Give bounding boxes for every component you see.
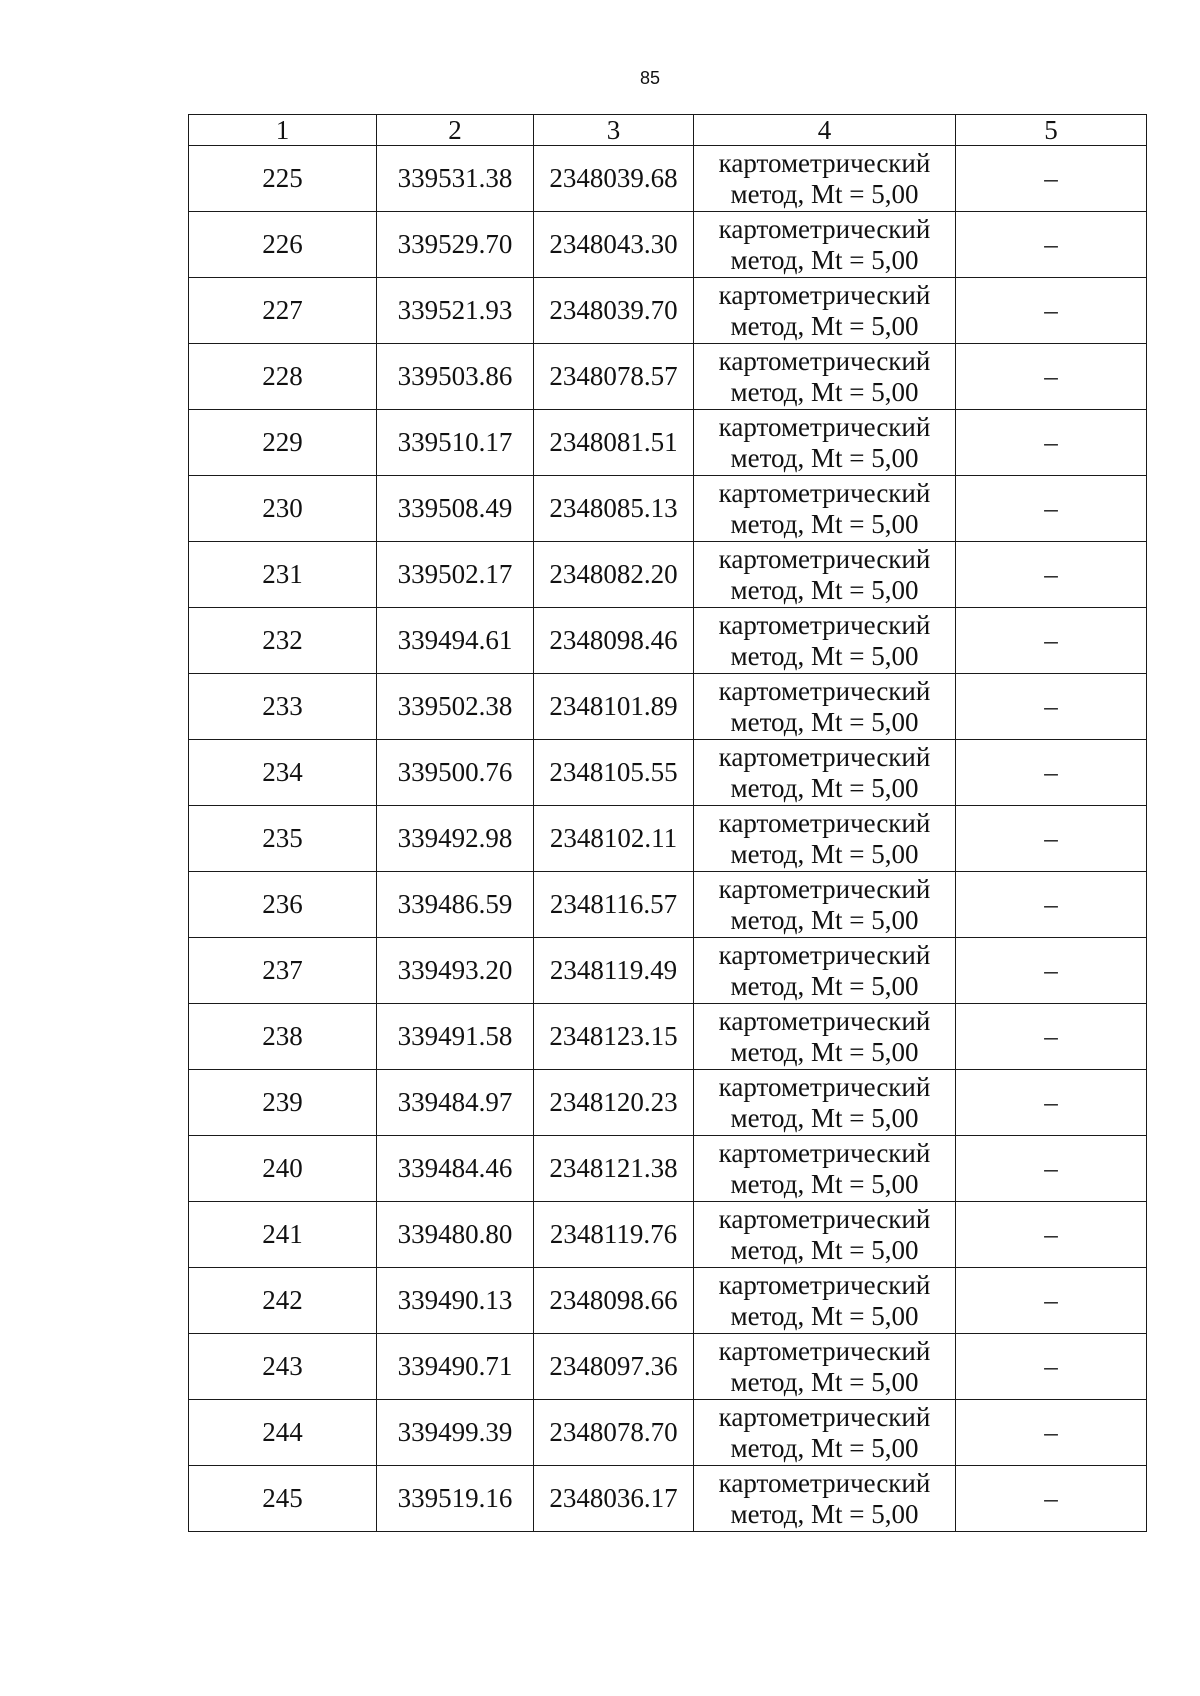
method-cell [694,1202,956,1268]
point-number-cell: 231 [189,542,377,608]
method-line-1: картометрический [718,213,931,244]
point-number-cell: 232 [189,608,377,674]
y-coordinate-cell: 2348098.46 [534,608,694,674]
y-coordinate-cell: 2348085.13 [534,476,694,542]
header-row [189,115,1147,146]
point-number-cell: 236 [189,872,377,938]
y-coordinate-cell: 2348101.89 [534,674,694,740]
x-coordinate-cell: 339486.59 [377,872,534,938]
method-line-1: картометрический [718,939,931,970]
table-row [189,1466,1147,1532]
x-coordinate-cell: 339510.17 [377,410,534,476]
table-row [189,410,1147,476]
method-line-1: картометрический [718,609,931,640]
table-row [189,212,1147,278]
y-coordinate-cell: 2348036.17 [534,1466,694,1532]
point-number-cell: 228 [189,344,377,410]
method-line-1: картометрический [718,147,931,178]
table-row [189,1070,1147,1136]
method-line-1: картометрический [718,1269,931,1300]
table-row [189,1400,1147,1466]
method-line-2: метод, Mt = 5,00 [730,1300,919,1331]
x-coordinate-cell: 339508.49 [377,476,534,542]
x-coordinate-cell: 339484.46 [377,1136,534,1202]
x-coordinate-cell: 339490.71 [377,1334,534,1400]
method-line-2: метод, Mt = 5,00 [730,178,919,209]
method-line-2: метод, Mt = 5,00 [730,574,919,605]
note-cell: – [956,872,1147,938]
page-number-container [0,68,1200,89]
note-cell: – [956,740,1147,806]
method-cell [694,608,956,674]
method-cell [694,1334,956,1400]
method-line-2: метод, Mt = 5,00 [730,442,919,473]
method-cell [694,476,956,542]
point-number-cell: 237 [189,938,377,1004]
method-cell [694,1004,956,1070]
method-line-1: картометрический [718,543,931,574]
method-cell [694,1136,956,1202]
method-line-1: картометрический [718,279,931,310]
note-cell: – [956,1202,1147,1268]
note-cell: – [956,278,1147,344]
method-cell [694,938,956,1004]
method-cell [694,1268,956,1334]
x-coordinate-cell: 339500.76 [377,740,534,806]
method-line-2: метод, Mt = 5,00 [730,1432,919,1463]
note-cell: – [956,674,1147,740]
method-cell [694,872,956,938]
note-cell: – [956,1268,1147,1334]
x-coordinate-cell: 339521.93 [377,278,534,344]
method-line-2: метод, Mt = 5,00 [730,1366,919,1397]
table-row [189,740,1147,806]
table-row [189,1334,1147,1400]
header-col-2: 2 [377,115,534,146]
note-cell: – [956,410,1147,476]
y-coordinate-cell: 2348078.70 [534,1400,694,1466]
y-coordinate-cell: 2348039.68 [534,146,694,212]
y-coordinate-cell: 2348078.57 [534,344,694,410]
method-line-2: метод, Mt = 5,00 [730,838,919,869]
method-line-2: метод, Mt = 5,00 [730,1498,919,1529]
point-number-cell: 227 [189,278,377,344]
table-row [189,1202,1147,1268]
table-row [189,608,1147,674]
y-coordinate-cell: 2348105.55 [534,740,694,806]
point-number-cell: 235 [189,806,377,872]
x-coordinate-cell: 339484.97 [377,1070,534,1136]
y-coordinate-cell: 2348119.49 [534,938,694,1004]
point-number-cell: 242 [189,1268,377,1334]
table-row [189,146,1147,212]
note-cell: – [956,476,1147,542]
x-coordinate-cell: 339499.39 [377,1400,534,1466]
method-line-1: картометрический [718,1137,931,1168]
table-row [189,1004,1147,1070]
method-line-1: картометрический [718,1401,931,1432]
method-line-1: картометрический [718,741,931,772]
point-number-cell: 233 [189,674,377,740]
method-cell [694,278,956,344]
y-coordinate-cell: 2348102.11 [534,806,694,872]
method-line-1: картометрический [718,1467,931,1498]
method-line-2: метод, Mt = 5,00 [730,706,919,737]
method-line-2: метод, Mt = 5,00 [730,376,919,407]
method-line-2: метод, Mt = 5,00 [730,310,919,341]
y-coordinate-cell: 2348082.20 [534,542,694,608]
method-line-2: метод, Mt = 5,00 [730,640,919,671]
method-line-2: метод, Mt = 5,00 [730,508,919,539]
coordinates-table [188,114,1147,1532]
y-coordinate-cell: 2348123.15 [534,1004,694,1070]
note-cell: – [956,1400,1147,1466]
y-coordinate-cell: 2348039.70 [534,278,694,344]
point-number-cell: 241 [189,1202,377,1268]
method-cell [694,410,956,476]
page-number: 85 [639,68,661,88]
y-coordinate-cell: 2348116.57 [534,872,694,938]
method-line-2: метод, Mt = 5,00 [730,904,919,935]
method-line-2: метод, Mt = 5,00 [730,1168,919,1199]
note-cell: – [956,212,1147,278]
note-cell: – [956,608,1147,674]
y-coordinate-cell: 2348097.36 [534,1334,694,1400]
x-coordinate-cell: 339494.61 [377,608,534,674]
table-row [189,938,1147,1004]
method-cell [694,1070,956,1136]
table-row [189,1136,1147,1202]
x-coordinate-cell: 339502.38 [377,674,534,740]
method-line-1: картометрический [718,1071,931,1102]
point-number-cell: 243 [189,1334,377,1400]
point-number-cell: 239 [189,1070,377,1136]
method-line-1: картометрический [718,873,931,904]
method-line-2: метод, Mt = 5,00 [730,1036,919,1067]
table-row [189,542,1147,608]
method-cell [694,1400,956,1466]
method-line-1: картометрический [718,411,931,442]
table-header [189,115,1147,146]
method-line-2: метод, Mt = 5,00 [730,1102,919,1133]
point-number-cell: 230 [189,476,377,542]
y-coordinate-cell: 2348081.51 [534,410,694,476]
note-cell: – [956,1466,1147,1532]
x-coordinate-cell: 339493.20 [377,938,534,1004]
method-line-1: картометрический [718,345,931,376]
method-cell [694,740,956,806]
x-coordinate-cell: 339480.80 [377,1202,534,1268]
method-line-1: картометрический [718,1203,931,1234]
header-col-5: 5 [956,115,1147,146]
method-line-2: метод, Mt = 5,00 [730,244,919,275]
x-coordinate-cell: 339492.98 [377,806,534,872]
method-cell [694,146,956,212]
x-coordinate-cell: 339490.13 [377,1268,534,1334]
note-cell: – [956,1136,1147,1202]
point-number-cell: 229 [189,410,377,476]
method-line-2: метод, Mt = 5,00 [730,1234,919,1265]
method-cell [694,344,956,410]
point-number-cell: 240 [189,1136,377,1202]
note-cell: – [956,1070,1147,1136]
point-number-cell: 226 [189,212,377,278]
method-cell [694,542,956,608]
x-coordinate-cell: 339503.86 [377,344,534,410]
x-coordinate-cell: 339529.70 [377,212,534,278]
method-line-2: метод, Mt = 5,00 [730,970,919,1001]
x-coordinate-cell: 339531.38 [377,146,534,212]
note-cell: – [956,542,1147,608]
note-cell: – [956,1334,1147,1400]
y-coordinate-cell: 2348120.23 [534,1070,694,1136]
note-cell: – [956,806,1147,872]
y-coordinate-cell: 2348121.38 [534,1136,694,1202]
x-coordinate-cell: 339502.17 [377,542,534,608]
method-line-1: картометрический [718,477,931,508]
method-cell [694,674,956,740]
method-line-1: картометрический [718,1005,931,1036]
point-number-cell: 245 [189,1466,377,1532]
note-cell: – [956,146,1147,212]
y-coordinate-cell: 2348119.76 [534,1202,694,1268]
table-row [189,344,1147,410]
header-col-4: 4 [694,115,956,146]
x-coordinate-cell: 339519.16 [377,1466,534,1532]
point-number-cell: 244 [189,1400,377,1466]
table-row [189,476,1147,542]
method-line-1: картометрический [718,675,931,706]
note-cell: – [956,344,1147,410]
x-coordinate-cell: 339491.58 [377,1004,534,1070]
table-row [189,1268,1147,1334]
method-line-1: картометрический [718,807,931,838]
method-cell [694,806,956,872]
header-col-3: 3 [534,115,694,146]
method-cell [694,212,956,278]
header-col-1: 1 [189,115,377,146]
point-number-cell: 225 [189,146,377,212]
point-number-cell: 234 [189,740,377,806]
method-cell [694,1466,956,1532]
note-cell: – [956,938,1147,1004]
table-row [189,872,1147,938]
table-row [189,278,1147,344]
y-coordinate-cell: 2348098.66 [534,1268,694,1334]
method-line-2: метод, Mt = 5,00 [730,772,919,803]
method-line-1: картометрический [718,1335,931,1366]
y-coordinate-cell: 2348043.30 [534,212,694,278]
table-body [189,146,1147,1532]
table-row [189,674,1147,740]
point-number-cell: 238 [189,1004,377,1070]
table-row [189,806,1147,872]
note-cell: – [956,1004,1147,1070]
